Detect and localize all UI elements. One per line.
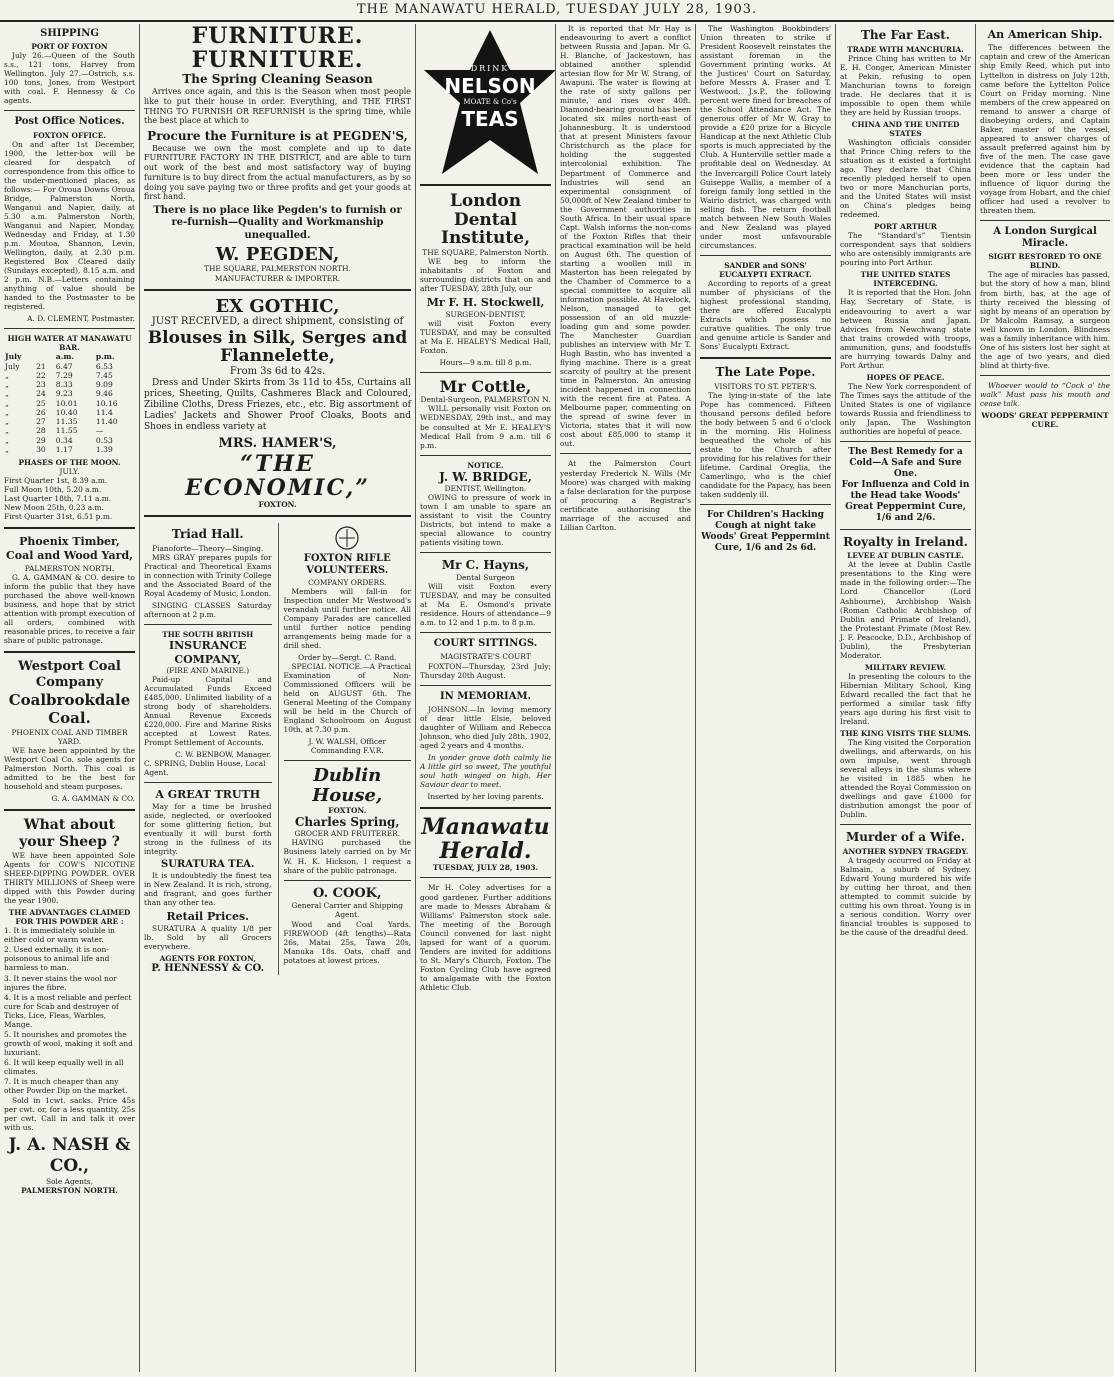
tide-row <box>4 389 135 398</box>
post-title: Post Office Notices. <box>14 116 125 128</box>
tide-cell: 21 <box>36 361 46 371</box>
manchuria-text: Prince Ching has written to Mr E. H. Conger, American Minister at Pekin, refusing to open Manchurian towns to foreign trade. He declares that it is impossible to open them while they are held by Russian troops. <box>840 53 971 117</box>
tide-cell: 11.35 <box>55 417 78 427</box>
peace-text: The New York correspondent of The Times says the attitude of the United States is one of vigilance towards Russia and friendliness to only Japan. The Washington authorities are hopeful of peace. <box>840 381 971 436</box>
royalty-title: Royalty in Ireland. <box>843 534 968 549</box>
insurance-agent: C. SPRING, Dublin House, Local Agent. <box>144 759 266 778</box>
nash-place: PALMERSTON NORTH. <box>21 1185 118 1195</box>
post-text: On and after 1st December, 1900, the letter-box will be cleared for despatch of correspondence from this office to the under-mentioned places, as follows:— For Oroua Downs Oroua Bridge, Palmerston North, Wanganui and Napier, daily, at 5.30 a.m. Palmerston North, Wanganui and Napier, Monday, Wednesday and Friday, at 1.30 p.m. Moutoa, Shannon, Levin, Wellington, daily, at 2.30 p.m. Registered Box Cleared daily (Sundays excepted), 8.15 a.m. and 2 p.m. N.B.—Letters containing anything of value should be handed to the Postmaster to be registered. <box>4 139 135 312</box>
tide-cell: 25 <box>36 398 46 408</box>
tide-cell: 1.17 <box>55 444 73 454</box>
advantage-item: 7. It is much cheaper than any other Powder Dip on the market. <box>4 1076 128 1095</box>
cook-name: O. COOK, <box>313 885 382 901</box>
cook-sub: General Carrier and Shipping Agent. <box>291 901 404 920</box>
suratura-text: It is undoubtedly the finest tea in New Zealand. It is rich, strong, and fragrant, and goes further than any other tea. <box>144 871 272 908</box>
cleaning-text: Arrives once again, and this is the Season when most people like to put their house in order. Everything, and THE FIRST THING TO FURNISH OR REFURNISH is the spring time, while the best place at which to <box>144 87 411 126</box>
manchuria-title: TRADE WITH MANCHURIA. <box>847 44 964 54</box>
memoriam-title: IN MEMORIAM. <box>439 690 532 702</box>
leader-text: Mr H. Coley advertises for a good gardener. Further additions are made to Messrs Abraham & Williams' Palmerston stock sale. The meeting of the Borough Council convened for last night lapsed for want of a quorum. Tenders are invited for additions to St. Mary's Church, Foxton. The Foxton Cycling Club have agreed to amalgamate with the Foxton Athletic Club. <box>420 883 551 992</box>
tide-row <box>4 436 135 445</box>
post-sign: A. D. CLEMENT, Postmaster. <box>27 314 135 324</box>
hayns-text: Will visit Foxton every TUESDAY, and may be consulted at Ma E. Osmond's private residence. Hours of attendance—9 a.m. to 12 and 1 p.m. to 8 p.m. <box>420 582 551 628</box>
levee-text: At the levee at Dublin Castle presentations to the King were made in the following order:—The Lord Chancellor (Lord Ashbourne), Archbishop Walsh (Roman Catholic Archbishop of Dublin and Primate of Ireland), the Protestant Primate (Most Rev. J. F. Peacocke, D.D., Archbishop of Dublin), the Presbyterian Moderator. <box>840 560 971 660</box>
nelson-tea-ad <box>420 28 556 178</box>
tide-cell: „ <box>5 398 9 408</box>
tide-cell: 9.46 <box>95 389 113 399</box>
nash-title: J. A. NASH & CO., <box>8 1135 131 1176</box>
moate-label: MOATE & Co's <box>463 98 517 107</box>
advantage-item: 1. It is immediately soluble in either cold or warm water. <box>4 926 115 945</box>
stockwell-name: Mr F. H. Stockwell, <box>426 296 545 310</box>
advantages-title: THE ADVANTAGES CLAIMED FOR THIS POWDER ARE : <box>8 908 131 927</box>
court-sub: MAGISTRATE'S COURT <box>440 652 531 662</box>
tide-cell: 24 <box>36 389 46 399</box>
blouses-title: Blouses in Silk, Serges and Flannelette, <box>147 327 408 367</box>
news-text: It is reported that Mr Hay is endeavouring to avert a conflict between Russia and Japan. Mr G. H. Blanche, of Jackestown, has obtained another splendid artesian flow for Mr W. Strang, of Awapuni. The water is flowing at the rate of sixty gallons per minute, and rises over 40ft. Diamond-bearing ground has been located six miles north-east of Johannesburg. It is understood that at present Ministers favour Christchurch as the place for holding the suggested intercolonial exhibition. The Department of Commerce and Industries will send an experimental consignment of 50,000ft of New Zealand timber to the Government authorities in South Africa. In their usual space Capt. Walsh informs the non-coms of the Foxton Rifles that their practical examination will be held on August 6th. The question of starting a woollen mill in Masterton has been relegated by the Chamber of Commerce to a special committee to acquire all information possible. At Havelock, Nelson, managed to get possession of an old muzzle-loading gun and some powder. The Manchester Guardian publishes an interview with Mr T. Hugh Bastin, who has invented a flying machine. There is a great scarcity of poultry at the present time in Palmerston. An amusing incident happened in connection with the recent fire at Patea. A Melbourne paper, commenting on the spread of swine fever in Victoria, states that it will now cost about £85,000 to stamp it out. <box>560 24 691 449</box>
pope-title: The Late Pope. <box>715 365 816 380</box>
tide-cell: „ <box>5 370 9 380</box>
agents-title: AGENTS FOR FOXTON, <box>159 953 256 963</box>
cleaning-title: The Spring Cleaning Season <box>182 72 373 87</box>
us-title: THE UNITED STATES INTERCEDING. <box>860 270 951 289</box>
crest-icon <box>327 523 367 553</box>
sander-text: According to reports of a great number of physicians of the highest professional standing, there are offered Eucalypti Extracts which possess no curative qualities. The only true and genuine article is Sander and Sons' Eucalypti Extract. <box>700 278 831 352</box>
phoenix-sub: PHOENIX COAL AND TIMBER YARD. <box>11 727 128 746</box>
post-sub: FOXTON OFFICE. <box>32 130 107 140</box>
tide-header-row <box>4 352 135 361</box>
retail-text: SURATURA A quality 1/8 per lb. Sold by all Grocers everywhere. <box>144 923 272 951</box>
advantage-item: 4. It is a most reliable and perfect cure for Scab and destroyer of Ticks, Lice, Fleas, Warbles, Mange. <box>4 992 132 1029</box>
sander-title: SANDER and SONS' EUCALYPTI EXTRACT. <box>719 260 812 279</box>
tide-cell: 9.23 <box>55 389 73 399</box>
news-text-2: The Washington Bookbinders' Union threaten to strike if President Roosevelt reinstates the assistant foreman in the Government printing works. At the Justices' Court on Saturday, before Messrs A. Fraser and T. Westwood, J.s.P., the following percent were fined for breaches of the School Attendance Act. The generous offer of Mr W. Gray to provide a £20 prize for a Bicycle Handicap at the next Athletic Club sports is much appreciated by the Club. A Hunterville settler made a profitable deal on Wednesday. At the Invercargill Police Court lately Guiseppe Wallis, a member of a foreign family long settled in the Wairio district, was charged with selling fish. The return football match between New South Wales and New Zealand was played under most unfavourable circumstances. <box>700 24 831 250</box>
court-title: COURT SITTINGS. <box>433 638 538 650</box>
moon-phase: Full Moon 10th, 5.20 a.m. <box>4 485 102 495</box>
tide-cell: „ <box>5 426 9 436</box>
memoriam-verse: In yonder grave doth calmly lie A little girl so sweet, The youthful soul hath winged on high, Her Saviour dear to meet. <box>420 752 551 789</box>
tide-cell: 28 <box>36 426 46 436</box>
tide-cell: 7.29 <box>55 370 73 380</box>
tide-cell: 26 <box>36 407 46 417</box>
tide-cell: 11.4 <box>95 407 113 417</box>
advantage-item: 5. It nourishes and promotes the growth of wool, making it soft and luxuriant. <box>4 1029 133 1057</box>
moon-phase: First Quarter 31st, 6.51 p.m. <box>4 512 113 522</box>
column-3 <box>416 24 556 1372</box>
column-2-right <box>278 523 412 975</box>
remedy-title: The Best Remedy for a Cold—A Safe and Sure One. <box>848 446 963 479</box>
dental-title: London Dental Institute, <box>441 191 530 249</box>
nash-sub: Sole Agents, <box>46 1176 93 1186</box>
column-2-left <box>144 523 272 975</box>
coalbrookdale-title: Coalbrookdale Coal. <box>8 691 131 728</box>
memoriam-text: JOHNSON.—In loving memory of dear little Elsie, beloved daughter of William and Rebecca Johnson, who died July 28th, 1902, aged 2 years and 4 months. <box>420 704 551 750</box>
tide-cell: 9.09 <box>95 380 113 390</box>
tide-row <box>4 371 135 380</box>
stockwell-text: will visit Foxton every TUESDAY, and may be consulted at Ma E. HEALEY'S Medical Hall, Foxton. <box>420 318 551 355</box>
cottle-text: WILL personally visit Foxton on WEDNESDAY, 29th inst., and may be consulted at Mr E. HEALEY'S Medical Hall from 9 a.m. till 6 p.m. <box>420 404 551 450</box>
tide-cell: 6.53 <box>95 361 113 371</box>
notice-title: NOTICE. <box>467 460 504 470</box>
tide-cell: 11.40 <box>95 417 118 427</box>
military-text: In presenting the colours to the Hibernian Military School, King Edward recalled the fact that he performed a similar task fifty years ago during his first visit to Ireland. <box>840 671 971 726</box>
moon-phase: New Moon 25th, 0.23 a.m. <box>4 503 104 513</box>
furniture-title: FURNITURE. FURNITURE. <box>191 24 364 74</box>
tide-row <box>4 399 135 408</box>
ship-text: The differences between the captain and crew of the American ship Emily Reed, which put into Lyttelton in distress on July 12th, came before the Lyttelton Police Court on Friday morning. Nine members of the crew appeared on remand to answer a charge of disobeying orders, and Captain Baker, master of the vessel, appeared to answer charges of assault preferred against him by five of the men. The case gave evidence that the captain had been more or less under the influence of liquor during the voyage from Hobart, and the chief officer had used a revolver to threaten them. <box>980 43 1110 215</box>
insurance-sign: C. W. BENBOW, Manager. <box>175 750 272 760</box>
slums-text: The King visited the Corporation dwellings, and afterwards, on his own impulse, went through several alleys in the slums where he visited in 1885 when he attended the Royal Commission on dwellings and gave £1000 for distribution amongst the poor of Dublin. <box>840 737 972 820</box>
nelson-label: NELSON <box>444 73 536 98</box>
cough-ad: For Children's Hacking Cough at night take Woods' Great Peppermint Cure, 1/6 and 2s 6d. <box>701 510 830 554</box>
tide-cell: „ <box>5 444 9 454</box>
tide-row <box>4 362 135 371</box>
murder-text: A tragedy occurred on Friday at Balmain, a suburb of Sydney. Edward Young murdered his wife by cutting her throat, and then attempted to commit suicide by cutting his own throat. Young is in a serious condition. Worry over financial troubles is supposed to be the cause of the dreadful deed. <box>840 855 971 938</box>
triad-title: Triad Hall. <box>171 527 244 542</box>
hayns-sub: Dental Surgeon <box>456 573 515 583</box>
westport-sign: G. A. GAMMAN & CO. <box>51 793 135 803</box>
tide-cell: 1.39 <box>95 444 113 454</box>
column-2 <box>140 24 416 1372</box>
pegden-ask: There is no place like Pegden's to furnish or re-furnish—Quality and Workmanship unequalled. <box>153 205 402 241</box>
tide-cell: 8.33 <box>55 380 73 390</box>
volunteers-sign: Order by—Sergt. C. Rand. <box>298 652 397 662</box>
tide-cell: 7.45 <box>95 370 113 380</box>
volunteers-orders: COMPANY ORDERS. <box>308 577 387 587</box>
retail-title: Retail Prices. <box>166 910 249 924</box>
timber-title: Phoenix Timber, Coal and Wood Yard, <box>6 535 133 562</box>
influenza-ad: For Influenza and Cold in the Head take Woods' Great Peppermint Cure, 1/6 and 2/6. <box>841 479 970 523</box>
tide-cell: — <box>95 426 104 436</box>
pegden-name: W. PEGDEN, <box>215 243 340 265</box>
arthur-title: PORT ARTHUR <box>874 222 937 232</box>
memoriam-sign: Inserted by her loving parents. <box>427 792 544 802</box>
whoever-verse: Whoever would to “Cock o' the walk” Must pass his mouth and cease talk. <box>980 380 1110 408</box>
tide-row <box>4 380 135 389</box>
hamer-name: MRS. HAMER'S, <box>218 435 337 451</box>
tide-cell: 29 <box>36 435 46 445</box>
cottle-name: Mr Cottle, <box>439 376 532 396</box>
cottle-sub: Dental-Surgeon, PALMERSTON N. <box>420 395 551 405</box>
us-text: It is reported that the Hon. John Hay, Secretary of State, is endeavouring to avert a war between Russia and Japan. Advices from Newchwang state that trains crowded with troops, ammunition, guns, and foodstuffs are hurrying towards Dalny and Port Arthur. <box>840 288 971 370</box>
procure-text: Because we own the most complete and up to date FURNITURE FACTORY IN THE DISTRICT, and are able to turn out work of the best and most satisfactory way of buying furniture is to buy direct from the actual manufacturers, as by so doing you save paying two or three profits and get your goods at first hand. <box>144 143 411 202</box>
china-title: CHINA AND THE UNITED STATES <box>851 119 960 138</box>
tide-table <box>4 352 135 454</box>
pegden-sub: MANUFACTURER & IMPORTER. <box>214 273 341 283</box>
shipping-text: July 26.—Queen of the South s.s., 121 tons, Harvey from Wellington. July 27.—Ostrich, s.s. 100 tons, Jones, from Westport with coal. F. Hennessy & Co agents. <box>4 51 135 106</box>
southbritish-title: THE SOUTH BRITISH <box>162 630 254 640</box>
military-title: MILITARY REVIEW. <box>864 662 947 672</box>
timber-text: G. A. GAMMAN & CO. desire to inform the public that they have purchased the above well-known business, and hope that by strict attention with prompt execution of all orders, combined with reasonable prices, to receive a fair share of public patronage. <box>4 573 135 646</box>
insurance-text: Paid-up Capital and Accumulated Funds Exceed £485,000. Unlimited liability of a strong body of shareholders. Annual Revenue Exceeds £220,000. Fire and Marine Risks accepted at Lowest Rates. Prompt Settlement of Accounts. <box>144 674 272 748</box>
gothic-sub: JUST RECEIVED, a direct shipment, consisting of <box>151 316 404 328</box>
advantage-item: 2. Used externally, it is non-poisonous to animal life and harmless to man. <box>4 945 110 973</box>
advantage-item: 6. It will keep equally well in all climates. <box>4 1057 124 1076</box>
hayns-name: Mr C. Hayns, <box>441 558 530 573</box>
tide-cell: 6.47 <box>55 361 73 371</box>
tide-cell: „ <box>5 389 9 399</box>
fire-marine: (FIRE AND MARINE.) <box>166 665 250 675</box>
sheep-title: What about your Sheep ? <box>19 816 120 851</box>
tide-header-cell <box>35 352 55 361</box>
drink-label: DRINK <box>470 64 510 73</box>
tide-cell: 0.53 <box>95 435 113 445</box>
triad-sub: Pianoforte—Theory—Singing. <box>152 543 264 553</box>
bridge-name: J. W. BRIDGE, <box>439 469 532 484</box>
tide-cell: 11.55 <box>55 426 78 436</box>
dublin-place: FOXTON. <box>328 805 367 815</box>
fareast-title: The Far East. <box>860 28 950 42</box>
stockwell-sub: SURGEON-DENTIST, <box>445 309 526 319</box>
singing-text: SINGING CLASSES Saturday afternoon at 2 p.m. <box>144 601 272 620</box>
tide-cell: „ <box>5 435 9 445</box>
moon-list <box>4 476 135 521</box>
column-4 <box>556 24 696 1372</box>
tide-row <box>4 408 135 417</box>
tide-cell: 23 <box>36 380 46 390</box>
dental-text: WE beg to inform the inhabitants of Foxton and surrounding districts that on and after TUESDAY, 28th July, our <box>420 257 551 294</box>
tide-cell: 27 <box>36 417 46 427</box>
dental-hours: Hours—9 a.m. till 8 p.m. <box>439 357 532 367</box>
spring-text: HAVING purchased the Business lately carried on by Mr W. H. K. Hickson, I request a share of the public patronage. <box>283 838 411 875</box>
truth-title: A GREAT TRUTH <box>155 788 261 802</box>
ship-title: An American Ship. <box>987 28 1103 41</box>
dublin-title: Dublin House, <box>312 765 383 806</box>
tragedy-title: ANOTHER SYDNEY TRAGEDY. <box>842 846 969 856</box>
advantages-list <box>4 926 135 1095</box>
spring-sub: GROCER AND FRUITERER. <box>294 829 401 839</box>
volunteers-text: Members will fall-in for Inspection under Mr Westwood's verandah until further notice. All Company Parades are cancelled until further notice pending arrangements being made for a drill shed. <box>283 586 411 650</box>
slums-title: THE KING VISITS THE SLUMS. <box>840 728 971 738</box>
tide-cell: 22 <box>36 370 46 380</box>
volunteers-special: SPECIAL NOTICE.—A Practical Examination of Non-Commissioned Officers will be held on AUGUST 6th. The General Meeting of the Company will be held in the Church of England Schoolroom on August 10th, at 7.30 p.m. <box>283 661 411 735</box>
column-7 <box>976 24 1114 1372</box>
tide-row <box>4 426 135 435</box>
tide-cell: 30 <box>36 444 46 454</box>
gothic-title: EX GOTHIC, <box>215 295 340 317</box>
tide-cell: 10.16 <box>95 398 118 408</box>
westport-title: Westport Coal Company <box>18 659 121 691</box>
pegden-addr: THE SQUARE, PALMERSTON NORTH. <box>204 264 351 274</box>
timber-place: PALMERSTON NORTH. <box>24 564 115 574</box>
procure-title: Procure the Furniture is at PEGDEN'S, <box>147 129 408 143</box>
china-text: Washington officials consider that Prince Ching refers to the situation as it existed a fortnight ago. They declare that China recently pledged herself to open two or more Manchurian ports, and the United States will insist on China's pledges being redeemed. <box>840 137 971 220</box>
dental-place: THE SQUARE, Palmerston North. <box>422 248 549 258</box>
murder-title: Murder of a Wife. <box>846 830 965 845</box>
cook-text: Wood and Coal Yards. FIREWOOD (4ft lengths)—Rata 26s, Matai 25s, Tawa 20s, Manuka 18s. Oats, chaff and potatoes at lowest prices. <box>283 919 411 965</box>
truth-text: May for a time be brushed aside, neglected, or overlooked for some glittering fiction, but eventually it will burst forth strong in the fullness of its integrity. <box>144 801 272 856</box>
bridge-sub: DENTIST, Wellington. <box>444 484 527 494</box>
paper-date: TUESDAY, JULY 28, 1903. <box>432 863 539 873</box>
sight-title: SIGHT RESTORED TO ONE BLIND. <box>988 252 1102 271</box>
shipping-title: SHIPPING <box>40 28 99 39</box>
woods-ad: WOODS' GREAT PEPPERMINT CURE. <box>981 410 1109 429</box>
blouse-price: From 3s 6d to 42s. <box>229 365 326 377</box>
teas-label: TEAS <box>461 106 519 131</box>
tide-cell: 10.40 <box>55 407 78 417</box>
sheep-price: Sold in 1cwt. sacks. Price 45s per cwt. or, for a less quantity, 25s per cwt. Call in and talk it over with us. <box>4 1095 135 1132</box>
tide-cell: July <box>5 361 20 371</box>
paper-title: Manawatu Herald. <box>421 814 550 865</box>
economic-title: “THE ECONOMIC,” <box>185 450 370 501</box>
pope-text: The lying-in-state of the late Pope has commenced. Fifteen thousand persons defiled before the body between 5 and 6 o'clock in the morning. His Holiness bequeathed the whole of his estate to the Church after providing for his relatives for their lifetime. Cardinal Oreglia, the Camerlingo, who is the chief candidate for the Papacy, has been taken suddenly ill. <box>700 390 831 500</box>
sheep-text: WE have been appointed Sole Agents for COW'S NICOTINE SHEEP-DIPPING POWDER. OVER THIRTY MILLIONS of Sheep were dipped with this Powder during the year 1900. <box>4 851 135 906</box>
court-text: FOXTON—Thursday, 23rd July; Thursday 20th August. <box>420 661 551 680</box>
tide-row <box>4 417 135 426</box>
skirts-text: Dress and Under Skirts from 3s 11d to 45s, Curtains all prices, Sheeting, Quilts, Cashmeres Black and Coloured, Zibiline Cloths, Dress Friezes, etc., etc. Big assortment of Ladies' Jackets and Shower Proof Cloaks, Boots and Shoes in endless variety at <box>144 378 411 432</box>
moon-title: PHASES OF THE MOON. <box>18 458 121 468</box>
court-report: At the Palmerston Court yesterday Frederick N. Wills (Mr Moore) was charged with making a false declaration for the purpose of procuring a Registrar's certificate authorising the marriage of the accused and Lillian Carlton. <box>560 459 691 532</box>
tide-cell: 10.01 <box>55 398 78 408</box>
miracle-text: The age of miracles has passed, but the story of how a man, blind from birth, has, at the age of thirty received the blessing of sight by means of an operation by Dr Malcolm Ramsay, a surgeon well known in London. Blindness was a family inheritance with him. One of his sisters lost her sight at the age of two years, and died blind at thirty-five. <box>980 270 1110 370</box>
tide-header-cell: p.m. <box>95 352 115 362</box>
westport-text: WE have been appointed by the Westport Coal Co. sole agents for Palmerston North. This coal is admitted to be the best for household and steam purposes. <box>4 745 135 791</box>
arthur-text: The “Standard's” Tientsin correspondent says that soldiers who are ostensibly immigrants are pouring into Port Arthur. <box>840 231 971 268</box>
tide-header-cell: July <box>5 352 22 362</box>
insurance-title: INSURANCE COMPANY, <box>168 639 247 666</box>
triad-text: MRS GRAY prepares pupils for Practical and Theoretical Exams in connection with Trinity College and the Associated Board of the Royal Academy of Music, London. <box>144 552 272 598</box>
tide-row <box>4 445 135 454</box>
volunteers-walsh: J. W. WALSH, Officer Commanding F.V.R. <box>308 737 386 756</box>
tide-cell: 0.34 <box>55 435 73 445</box>
column-5 <box>696 24 836 1372</box>
shipping-sub: PORT OF FOXTON <box>31 42 108 52</box>
moon-month: JULY. <box>59 467 80 477</box>
peace-title: HOPES OF PEACE. <box>866 372 945 382</box>
volunteers-title: FOXTON RIFLE VOLUNTEERS. <box>303 553 391 577</box>
tide-title: HIGH WATER AT MANAWATU BAR. <box>7 334 132 353</box>
advantage-item: 3. It never stains the wool nor injures the fibre. <box>4 973 117 992</box>
column-1 <box>0 24 140 1372</box>
masthead: THE MANAWATU HERALD, TUESDAY JULY 28, 1903. <box>0 2 1114 22</box>
hennessy-name: P. HENNESSY & CO. <box>151 962 265 974</box>
pope-sub: VISITORS TO ST. PETER'S. <box>714 381 817 391</box>
economic-place: FOXTON. <box>258 500 297 510</box>
levee-title: LEVEE AT DUBLIN CASTLE. <box>847 551 964 561</box>
tide-cell: „ <box>5 407 9 417</box>
spring-name: Charles Spring, <box>294 814 400 829</box>
suratura-title: SURATURA TEA. <box>161 858 255 870</box>
miracle-title: A London Surgical Miracle. <box>993 226 1097 250</box>
column-6 <box>836 24 976 1372</box>
tide-cell: „ <box>5 417 9 427</box>
moon-phase: First Quarter 1st, 8.39 a.m. <box>4 476 108 486</box>
moon-phase: Last Quarter 18th, 7.11 a.m. <box>4 494 112 504</box>
bridge-text: OWING to pressure of work in town I am unable to spare an assistant to visit the Country Districts, but intend to make a special allowance to country patients visiting town. <box>420 493 551 548</box>
tide-header-cell: a.m. <box>55 352 75 362</box>
tide-cell: „ <box>5 380 9 390</box>
